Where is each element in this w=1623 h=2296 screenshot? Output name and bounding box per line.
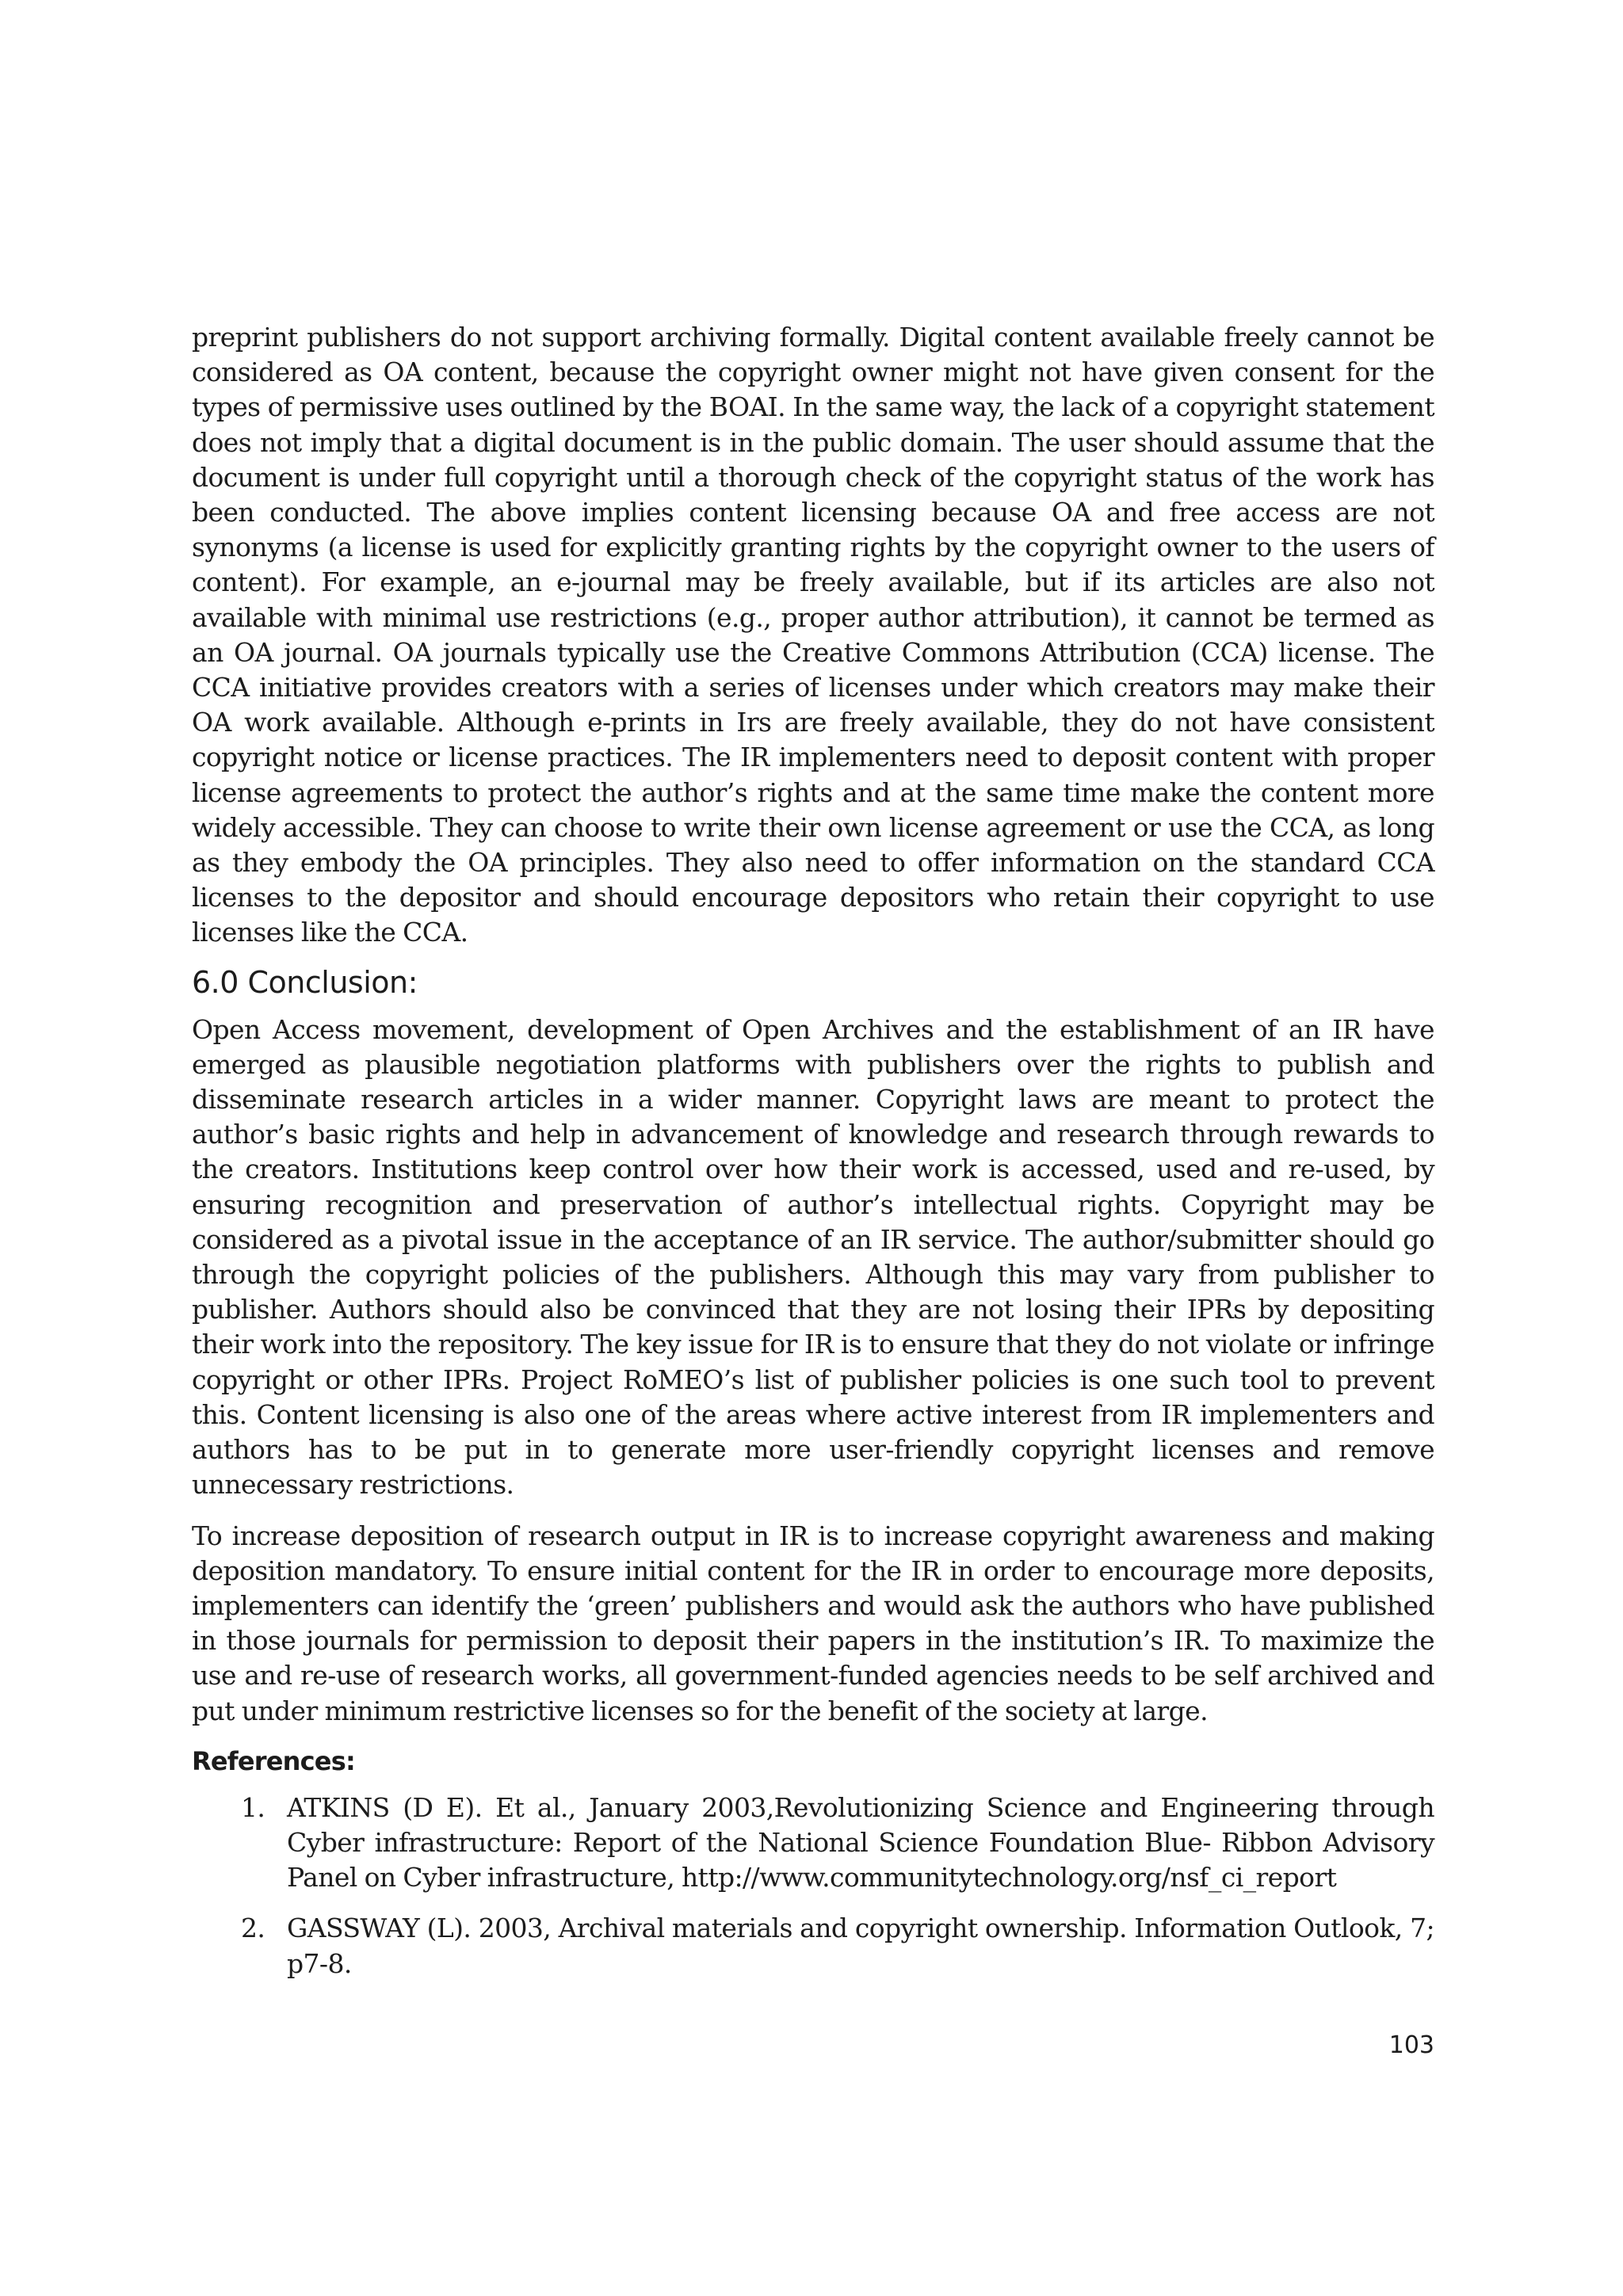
reference-item-1	[192, 1791, 1434, 1896]
reference-number: 1.	[241, 1791, 265, 1823]
page-number: 103	[1388, 2031, 1434, 2059]
conclusion-paragraph-2: To increase deposition of research output in IR is to increase copyright awareness and making deposition mandatory. To ensure initial content for the IR in order to encourage more deposits, implementers can identify the ‘green’ publishers and would ask the authors who have published in those journals for permission to deposit their papers in the institution’s IR. To maximize the use and re-use of research works, all government-funded agencies needs to be self archived and put under minimum restrictive licenses so for the benefit of the society at large.	[192, 1520, 1434, 1726]
reference-item-2	[192, 1911, 1434, 1981]
references-heading: References:	[192, 1745, 355, 1776]
conclusion-paragraph-1: Open Access movement, development of Open Archives and the establishment of an IR have emerged as plausible negotiation platforms with publishers over the rights to publish and disseminate research articles in a wider manner. Copyright laws are meant to protect the author’s basic rights and help in advancement of knowledge and research through rewards to the creators. Institutions keep control over how their work is accessed, used and re-used, by ensuring recognition and preservation of author’s intellectual rights. Copyright may be considered as a pivotal issue in the acceptance of an IR service. The author/submitter should go through the copyright policies of the publishers. Although this may vary from publisher to publisher. Authors should also be convinced that they are not losing their IPRs by depositing their work into the repository. The key issue for IR is to ensure that they do not violate or infringe copyright or other IPRs. Project RoMEO’s list of publisher policies is one such tool to prevent this. Content licensing is also one of the areas where active interest from IR implementers and authors has to be put in to generate more user-friendly copyright licenses and remove unnecessary restrictions.	[192, 1013, 1434, 1501]
reference-text: ATKINS (D E). Et al., January 2003,Revolutionizing Science and Engineering through Cyber infrastructure: Report of the National Science Foundation Blue- Ribbon Advisory Panel on Cyber infrastructure, http://www.communitytechnology.org/nsf_ci_report	[287, 1791, 1434, 1894]
references-list	[192, 1791, 1434, 1981]
body-paragraph: preprint publishers do not support archiving formally. Digital content available freely cannot be considered as OA content, because the copyright owner might not have given consent for the types of permissive uses outlined by the BOAI. In the same way, the lack of a copyright statement does not imply that a digital document is in the public domain. The user should assume that the document is under full copyright until a thorough check of the copyright status of the work has been conducted. The above implies content licensing because OA and free access are not synonyms (a license is used for explicitly granting rights by the copyright owner to the users of content). For example, an e-journal may be freely available, but if its articles are also not available with minimal use restrictions (e.g., proper author attribution), it cannot be termed as an OA journal. OA journals typically use the Creative Commons Attribution (CCA) license. The CCA initiative provides creators with a series of licenses under which creators may make their OA work available. Although e-prints in Irs are freely available, they do not have consistent copyright notice or license practices. The IR implementers need to deposit content with proper license agreements to protect the author’s rights and at the same time make the content more widely accessible. They can choose to write their own license agreement or use the CCA, as long as they embody the OA principles. They also need to offer information on the standard CCA licenses to the depositor and should encourage depositors who retain their copyright to use licenses like the CCA.	[192, 322, 1434, 948]
reference-number: 2.	[241, 1913, 265, 1944]
conclusion-heading: 6.0 Conclusion:	[192, 964, 418, 1000]
reference-text: GASSWAY (L). 2003, Archival materials and copyright ownership. Information Outlook, 7; p7-8.	[287, 1913, 1434, 1979]
page-content	[192, 320, 1434, 1981]
